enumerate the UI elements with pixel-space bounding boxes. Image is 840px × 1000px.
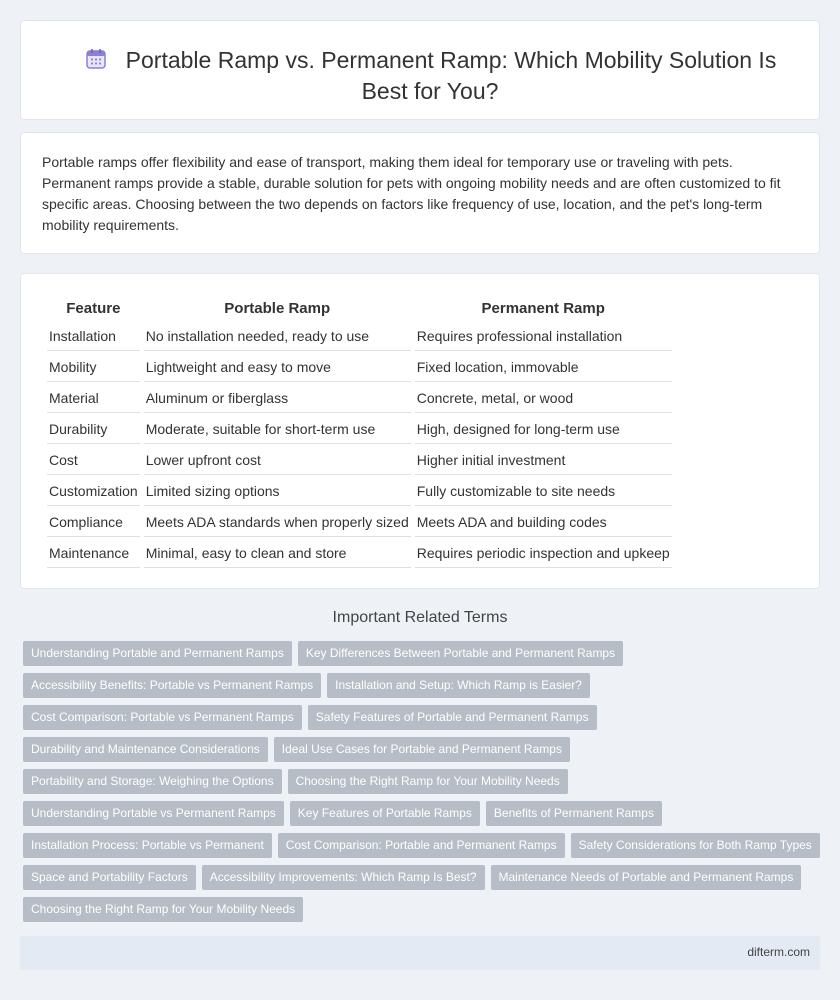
cell-permanent: Meets ADA and building codes (415, 508, 672, 537)
cell-portable: Aluminum or fiberglass (144, 384, 411, 413)
related-term-tag[interactable]: Installation and Setup: Which Ramp is Easier? (327, 673, 590, 698)
cell-permanent: High, designed for long-term use (415, 415, 672, 444)
footer (20, 936, 820, 970)
table-row (47, 508, 672, 537)
related-term-tag[interactable]: Key Differences Between Portable and Permanent Ramps (298, 641, 623, 666)
related-term-tag[interactable]: Maintenance Needs of Portable and Permanent Ramps (491, 865, 802, 890)
column-header-permanent: Permanent Ramp (481, 299, 605, 317)
related-term-tag[interactable]: Installation Process: Portable vs Permanent (23, 833, 272, 858)
cell-portable: Limited sizing options (144, 477, 411, 506)
related-term-tag[interactable]: Space and Portability Factors (23, 865, 196, 890)
cell-portable: Meets ADA standards when properly sized (144, 508, 411, 537)
related-terms-row (23, 673, 823, 705)
related-terms-row (23, 641, 823, 673)
related-term-tag[interactable]: Accessibility Benefits: Portable vs Permanent Ramps (23, 673, 321, 698)
table-row (47, 322, 672, 351)
cell-feature: Cost (47, 446, 140, 475)
header-card (20, 20, 820, 120)
related-term-tag[interactable]: Portability and Storage: Weighing the Options (23, 769, 282, 794)
cell-permanent: Fully customizable to site needs (415, 477, 672, 506)
related-terms-row (23, 865, 823, 897)
related-term-tag[interactable]: Benefits of Permanent Ramps (486, 801, 662, 826)
related-term-tag[interactable]: Understanding Portable and Permanent Ramps (23, 641, 292, 666)
table-row (47, 446, 672, 475)
footer-site[interactable]: difterm.com (747, 945, 810, 959)
cell-portable: No installation needed, ready to use (144, 322, 411, 351)
cell-portable: Minimal, easy to clean and store (144, 539, 411, 568)
cell-portable: Moderate, suitable for short-term use (144, 415, 411, 444)
column-header-portable: Portable Ramp (224, 299, 331, 317)
table-header-row (47, 296, 672, 320)
page-title-text: Portable Ramp vs. Permanent Ramp: Which Mobility Solution Is Best for You? (125, 47, 777, 104)
cell-portable: Lower upfront cost (144, 446, 411, 475)
cell-portable: Lightweight and easy to move (144, 353, 411, 382)
intro-card (20, 132, 820, 254)
cell-permanent: Requires periodic inspection and upkeep (415, 539, 672, 568)
calendar-icon (84, 47, 108, 71)
cell-permanent: Requires professional installation (415, 322, 672, 351)
cell-feature: Mobility (47, 353, 140, 382)
related-term-tag[interactable]: Accessibility Improvements: Which Ramp Is Best? (202, 865, 485, 890)
cell-feature: Material (47, 384, 140, 413)
related-terms-row (23, 705, 823, 737)
page-title (61, 45, 799, 107)
table-row (47, 415, 672, 444)
cell-permanent: Fixed location, immovable (415, 353, 672, 382)
related-terms-row (23, 833, 823, 865)
related-terms-row (23, 801, 823, 833)
related-term-tag[interactable]: Choosing the Right Ramp for Your Mobility Needs (23, 897, 303, 922)
table-row (47, 539, 672, 568)
comparison-card (20, 273, 820, 589)
cell-feature: Maintenance (47, 539, 140, 568)
related-term-tag[interactable]: Ideal Use Cases for Portable and Permanent Ramps (274, 737, 570, 762)
cell-feature: Installation (47, 322, 140, 351)
related-term-tag[interactable]: Choosing the Right Ramp for Your Mobility Needs (288, 769, 568, 794)
related-terms-heading: Important Related Terms (332, 609, 508, 626)
cell-permanent: Higher initial investment (415, 446, 672, 475)
related-term-tag[interactable]: Safety Features of Portable and Permanent Ramps (308, 705, 597, 730)
related-terms-row (23, 897, 823, 929)
related-term-tag[interactable]: Durability and Maintenance Considerations (23, 737, 268, 762)
column-header-feature: Feature (66, 299, 121, 317)
related-term-tag[interactable]: Key Features of Portable Ramps (290, 801, 480, 826)
related-terms-list (23, 641, 823, 929)
table-row (47, 477, 672, 506)
comparison-table (43, 294, 676, 570)
related-terms-row (23, 737, 823, 769)
table-row (47, 353, 672, 382)
cell-feature: Compliance (47, 508, 140, 537)
related-terms-row (23, 769, 823, 801)
related-term-tag[interactable]: Safety Considerations for Both Ramp Types (571, 833, 820, 858)
related-term-tag[interactable]: Cost Comparison: Portable and Permanent Ramps (278, 833, 565, 858)
table-row (47, 384, 672, 413)
related-term-tag[interactable]: Cost Comparison: Portable vs Permanent Ramps (23, 705, 302, 730)
cell-permanent: Concrete, metal, or wood (415, 384, 672, 413)
cell-feature: Customization (47, 477, 140, 506)
intro-paragraph: Portable ramps offer flexibility and ease of transport, making them ideal for temporary use or traveling with pets. Permanent ramps provide a stable, durable solution for pets with ongoing mobility needs and are often customized to fit specific areas. Choosing between the two depends on factors like frequency of use, location, and the pet's long-term mobility requirements. (42, 154, 781, 233)
cell-feature: Durability (47, 415, 140, 444)
related-term-tag[interactable]: Understanding Portable vs Permanent Ramps (23, 801, 284, 826)
